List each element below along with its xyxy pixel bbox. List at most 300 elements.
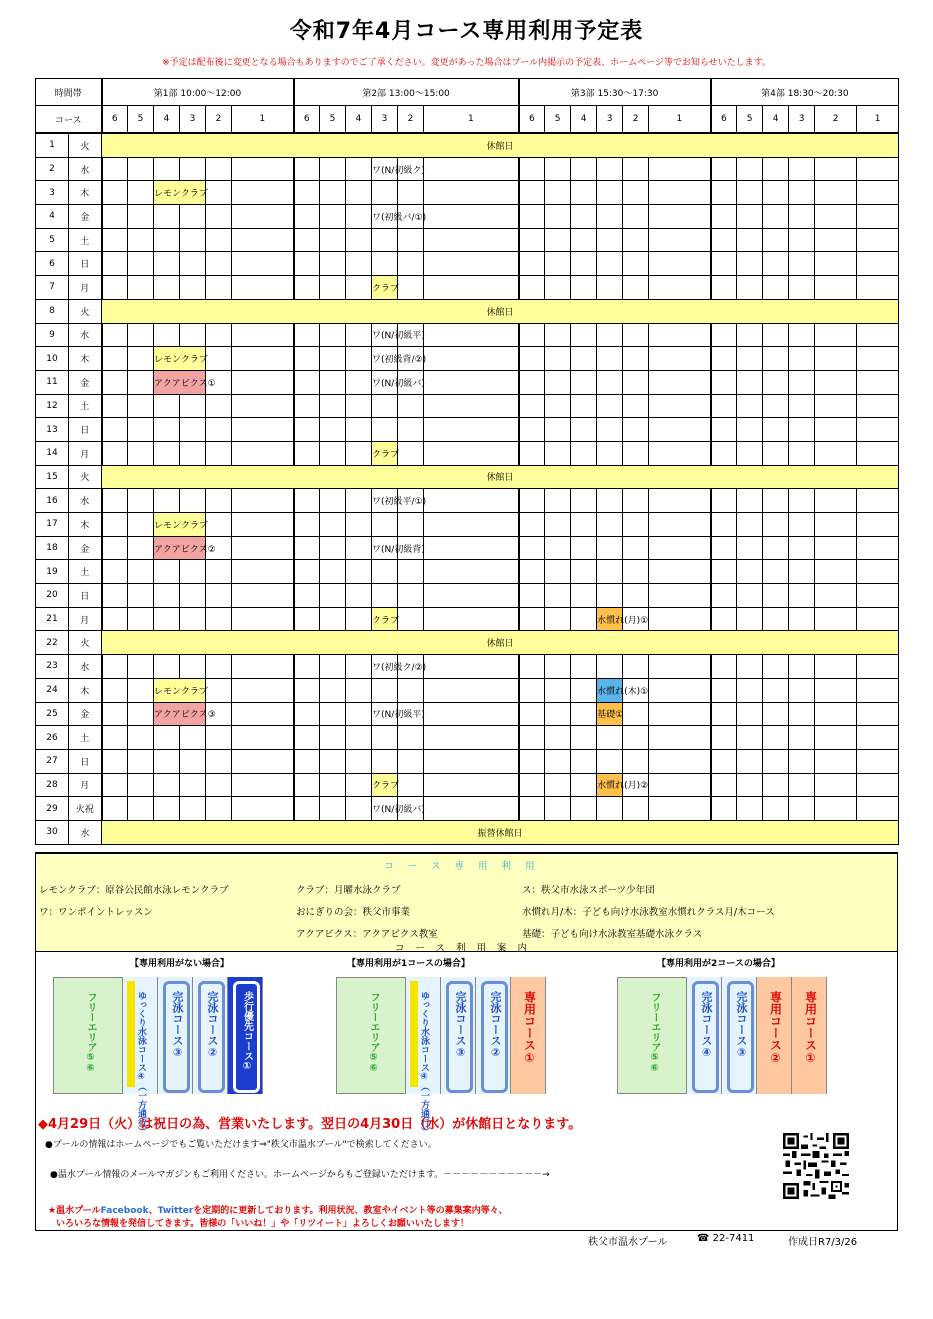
empty-slot [102,702,128,726]
empty-slot [232,560,294,584]
period-header: 第1部 10:00～12:00 [102,79,294,106]
closed-cell: 休館日 [102,299,899,323]
lane-label: フリーエリア⑤⑥ [649,992,660,1074]
empty-slot [154,394,180,418]
empty-slot [372,678,398,702]
table-row [36,702,899,726]
empty-slot [372,394,398,418]
empty-slot [649,157,711,181]
weekday-cell: 金 [69,536,102,560]
loop-arrow-icon [481,981,508,1093]
empty-slot [398,584,424,608]
weekday-cell: 月 [69,441,102,465]
empty-slot [232,655,294,679]
table-row [36,631,899,655]
empty-slot [102,441,128,465]
empty-slot [597,205,623,229]
weekday-cell: 火祝 [69,797,102,821]
empty-slot [815,584,857,608]
table-row [36,228,899,252]
day-cell: 21 [36,607,69,631]
lane-diagram-lane [792,977,827,1094]
empty-slot [128,726,154,750]
table-row [36,347,899,371]
empty-slot [320,228,346,252]
empty-slot [206,584,232,608]
empty-slot [545,489,571,513]
empty-slot [571,584,597,608]
weekday-cell: 水 [69,655,102,679]
table-row [36,655,899,679]
empty-slot [320,323,346,347]
empty-slot [102,560,128,584]
empty-slot [346,276,372,300]
table-row [36,299,899,323]
empty-slot [649,181,711,205]
empty-slot [320,252,346,276]
table-row [36,394,899,418]
empty-slot [519,276,545,300]
empty-slot [763,347,789,371]
empty-slot [711,347,737,371]
empty-slot [789,797,815,821]
lane-label: フリーエリア⑤⑥ [368,992,379,1074]
empty-slot [789,607,815,631]
qr-code-icon[interactable] [780,1133,852,1199]
empty-slot [763,536,789,560]
empty-slot [571,157,597,181]
table-row [36,323,899,347]
empty-slot [519,418,545,442]
empty-slot [519,797,545,821]
empty-slot [294,228,320,252]
schedule-entry: レモンクラブ [154,513,206,537]
empty-slot [545,252,571,276]
empty-slot [232,441,294,465]
lane-header: 3 [597,106,623,134]
empty-slot [154,252,180,276]
empty-slot [102,323,128,347]
day-cell: 3 [36,181,69,205]
empty-slot [649,205,711,229]
schedule-entry: レモンクラブ [154,347,206,371]
empty-slot [571,394,597,418]
empty-slot [346,678,372,702]
empty-slot [571,678,597,702]
empty-slot [424,252,519,276]
schedule-entry: ワ(N/初級バ) [372,797,398,821]
lane-diagram-lane [476,977,511,1094]
empty-slot [597,513,623,537]
empty-slot [789,157,815,181]
empty-slot [763,394,789,418]
empty-slot [711,773,737,797]
table-row [36,157,899,181]
empty-slot [154,607,180,631]
empty-slot [180,797,206,821]
empty-slot [294,252,320,276]
empty-slot [398,678,424,702]
empty-slot [815,252,857,276]
empty-slot [424,323,519,347]
empty-slot [815,513,857,537]
lane-header: 4 [154,106,180,134]
empty-slot [180,394,206,418]
facebook-link[interactable]: Facebook [100,1206,149,1216]
table-row [36,370,899,394]
legend-item: 水慣れ月/木：子ども向け水泳教室水慣れクラス月/木コース [522,907,775,918]
empty-slot [737,797,763,821]
empty-slot [571,513,597,537]
empty-slot [571,347,597,371]
empty-slot [815,560,857,584]
empty-slot [545,536,571,560]
empty-slot [763,418,789,442]
empty-slot [206,157,232,181]
empty-slot [346,560,372,584]
lane-label: 完泳コース③ [735,991,748,1059]
empty-slot [815,418,857,442]
table-row [36,726,899,750]
change-notice: ※予定は配布後に変更となる場合もありますのでご了承ください。変更があった場合はプール内掲示の予定表、ホームページ等でお知らせいたします。 [162,58,771,68]
empty-slot [294,276,320,300]
empty-slot [815,370,857,394]
empty-slot [857,347,899,371]
empty-slot [398,726,424,750]
empty-slot [320,513,346,537]
empty-slot [597,228,623,252]
empty-slot [180,205,206,229]
empty-slot [737,726,763,750]
empty-slot [623,726,649,750]
empty-slot [102,797,128,821]
empty-slot [623,584,649,608]
empty-slot [232,418,294,442]
empty-slot [346,252,372,276]
schedule-entry: ワ(初級ク/②) [372,655,398,679]
empty-slot [206,276,232,300]
empty-slot [623,181,649,205]
day-cell: 9 [36,323,69,347]
lane-header: 6 [102,106,128,134]
empty-slot [180,655,206,679]
lane-header: 3 [372,106,398,134]
empty-slot [571,560,597,584]
empty-slot [294,181,320,205]
empty-slot [815,726,857,750]
empty-slot [206,252,232,276]
empty-slot [711,252,737,276]
empty-slot [597,726,623,750]
loop-arrow-icon [163,981,190,1093]
empty-slot [649,536,711,560]
empty-slot [320,418,346,442]
empty-slot [815,607,857,631]
day-cell: 11 [36,370,69,394]
empty-slot [545,228,571,252]
empty-slot [398,560,424,584]
empty-slot [711,157,737,181]
empty-slot [545,157,571,181]
weekday-cell: 土 [69,228,102,252]
empty-slot [711,181,737,205]
day-cell: 25 [36,702,69,726]
day-cell: 17 [36,513,69,537]
empty-slot [320,370,346,394]
empty-slot [857,205,899,229]
empty-slot [372,228,398,252]
empty-slot [320,560,346,584]
empty-slot [206,441,232,465]
empty-slot [763,441,789,465]
lane-header: 5 [128,106,154,134]
empty-slot [102,394,128,418]
day-cell: 16 [36,489,69,513]
empty-slot [623,749,649,773]
empty-slot [545,323,571,347]
loop-arrow-icon [233,981,260,1093]
lane-label: 専用コース① [803,991,818,1065]
empty-slot [857,702,899,726]
twitter-link[interactable]: Twitter [157,1206,194,1216]
day-cell: 15 [36,465,69,489]
empty-slot [398,749,424,773]
schedule-entry: ワ(初級バ/①) [372,205,398,229]
empty-slot [206,655,232,679]
empty-slot [128,749,154,773]
period-header: 第2部 13:00～15:00 [294,79,519,106]
empty-slot [320,773,346,797]
empty-slot [519,205,545,229]
empty-slot [815,489,857,513]
empty-slot [737,394,763,418]
empty-slot [232,702,294,726]
empty-slot [294,157,320,181]
empty-slot [737,678,763,702]
empty-slot [206,773,232,797]
lane-header: 1 [424,106,519,134]
empty-slot [571,726,597,750]
empty-slot [857,252,899,276]
empty-slot [346,536,372,560]
legend-item: レモンクラブ：原谷公民館水泳レモンクラブ [39,885,229,896]
empty-slot [320,749,346,773]
weekday-cell: 土 [69,394,102,418]
lane-header: 5 [545,106,571,134]
empty-slot [545,702,571,726]
day-cell: 7 [36,276,69,300]
weekday-cell: 日 [69,584,102,608]
empty-slot [545,394,571,418]
empty-slot [206,347,232,371]
empty-slot [102,749,128,773]
weekday-cell: 水 [69,157,102,181]
empty-slot [737,252,763,276]
empty-slot [763,773,789,797]
sns-info-line2: いろいろな情報を発信してきます。皆様の「いいね！」や「リツイート」よろしくお願いいたします！ [56,1219,469,1229]
empty-slot [294,749,320,773]
empty-slot [711,749,737,773]
empty-slot [232,607,294,631]
empty-slot [154,489,180,513]
empty-slot [789,655,815,679]
day-cell: 14 [36,441,69,465]
empty-slot [545,797,571,821]
empty-slot [649,513,711,537]
empty-slot [346,726,372,750]
empty-slot [232,252,294,276]
empty-slot [154,228,180,252]
empty-slot [180,276,206,300]
empty-slot [294,655,320,679]
empty-slot [102,276,128,300]
empty-slot [789,749,815,773]
empty-slot [294,347,320,371]
empty-slot [232,584,294,608]
empty-slot [857,181,899,205]
empty-slot [815,678,857,702]
empty-slot [102,489,128,513]
one-way-arrow-icon [127,981,135,1087]
empty-slot [128,773,154,797]
empty-slot [154,773,180,797]
schedule-entry: ワ(N/初級ク) [372,157,398,181]
empty-slot [424,726,519,750]
lane-diagram-lane [722,977,757,1094]
weekday-cell: 木 [69,347,102,371]
empty-slot [294,536,320,560]
lane-diagram-lane [406,977,441,1136]
empty-slot [815,157,857,181]
day-cell: 26 [36,726,69,750]
empty-slot [763,678,789,702]
empty-slot [206,513,232,537]
schedule-entry: クラブ [372,773,398,797]
empty-slot [649,418,711,442]
empty-slot [519,513,545,537]
empty-slot [232,370,294,394]
weekday-cell: 火 [69,631,102,655]
empty-slot [815,441,857,465]
empty-slot [519,536,545,560]
empty-slot [206,418,232,442]
day-cell: 1 [36,133,69,157]
lane-diagram-lane [336,977,406,1094]
empty-slot [424,749,519,773]
empty-slot [102,228,128,252]
lane-label: 完泳コース③ [454,991,467,1059]
empty-slot [206,749,232,773]
empty-slot [623,228,649,252]
empty-slot [737,536,763,560]
empty-slot [857,749,899,773]
empty-slot [102,252,128,276]
empty-slot [519,726,545,750]
lane-diagram-lane [193,977,228,1094]
legend-item: おにぎりの会：秩父市事業 [296,907,411,918]
empty-slot [180,560,206,584]
empty-slot [206,726,232,750]
day-cell: 4 [36,205,69,229]
empty-slot [623,797,649,821]
empty-slot [102,607,128,631]
empty-slot [545,370,571,394]
empty-slot [372,181,398,205]
legend-item: ワ：ワンポイントレッスン [39,907,153,918]
empty-slot [571,205,597,229]
empty-slot [102,513,128,537]
empty-slot [232,347,294,371]
empty-slot [372,584,398,608]
empty-slot [102,678,128,702]
empty-slot [398,418,424,442]
empty-slot [154,726,180,750]
loop-arrow-icon [446,981,473,1093]
empty-slot [424,607,519,631]
table-row [36,133,899,157]
empty-slot [789,702,815,726]
empty-slot [737,370,763,394]
empty-slot [623,702,649,726]
empty-slot [571,418,597,442]
empty-slot [711,323,737,347]
empty-slot [649,394,711,418]
empty-slot [519,370,545,394]
schedule-entry: ワ(N/初級平) [372,323,398,347]
day-cell: 20 [36,584,69,608]
empty-slot [398,252,424,276]
empty-slot [424,584,519,608]
schedule-entry: レモンクラブ [154,181,206,205]
empty-slot [763,797,789,821]
empty-slot [571,655,597,679]
empty-slot [649,560,711,584]
empty-slot [519,655,545,679]
empty-slot [232,749,294,773]
empty-slot [128,797,154,821]
empty-slot [571,252,597,276]
empty-slot [857,655,899,679]
empty-slot [519,678,545,702]
empty-slot [294,441,320,465]
weekday-cell: 水 [69,820,102,844]
lane-header: 6 [294,106,320,134]
diagram-heading: 【専用利用が1コースの場合】 [347,959,470,969]
lane-diagram-lane [511,977,546,1094]
empty-slot [711,205,737,229]
empty-slot [128,607,154,631]
empty-slot [623,489,649,513]
empty-slot [545,513,571,537]
empty-slot [519,560,545,584]
empty-slot [346,323,372,347]
empty-slot [294,560,320,584]
empty-slot [571,228,597,252]
empty-slot [154,655,180,679]
empty-slot [232,276,294,300]
empty-slot [519,181,545,205]
empty-slot [398,276,424,300]
empty-slot [711,418,737,442]
empty-slot [424,157,519,181]
empty-slot [424,797,519,821]
empty-slot [294,513,320,537]
empty-slot [649,347,711,371]
lane-diagram-lane [757,977,792,1094]
closed-cell: 休館日 [102,631,899,655]
lane-label: 完泳コース③ [171,991,184,1059]
empty-slot [857,418,899,442]
